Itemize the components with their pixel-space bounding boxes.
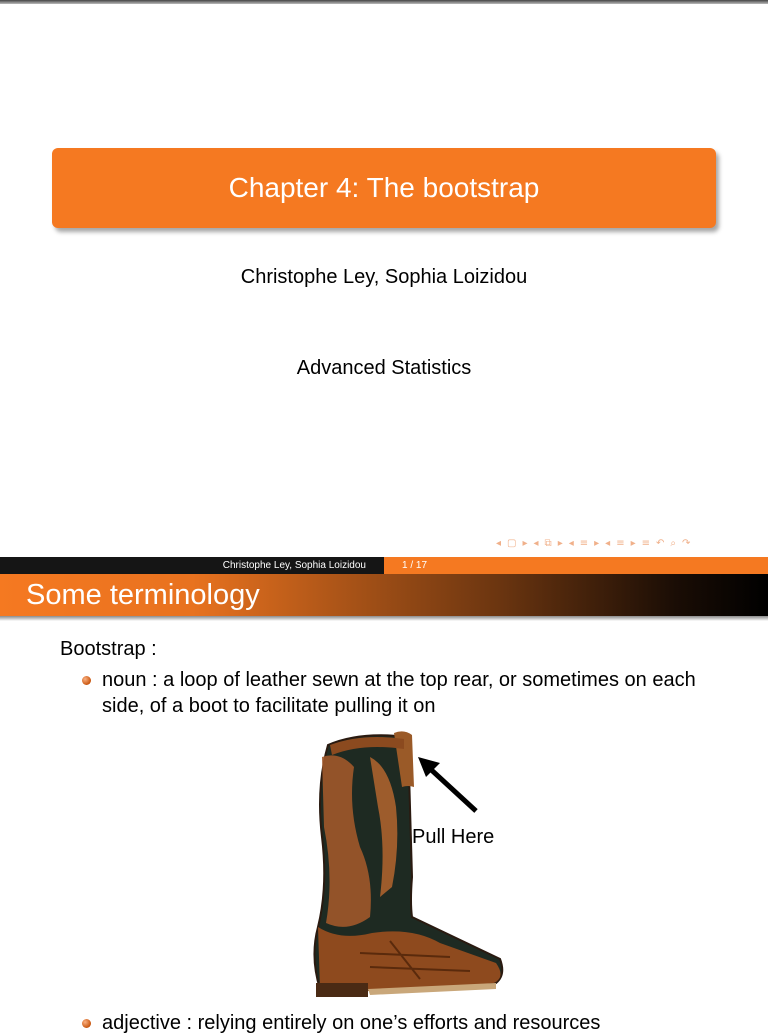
frame-icon[interactable]: ⧉ [544, 537, 552, 549]
section-icon[interactable]: ≡ [616, 537, 625, 549]
list-item [82, 1010, 742, 1036]
authors: Christophe Ley, Sophia Loizidou [240, 266, 528, 288]
header-shadow [0, 616, 768, 621]
appendix-icon[interactable]: ≡ [641, 537, 651, 549]
frame-title: Some terminology [26, 578, 260, 611]
nav-next-subsection-icon[interactable]: ▸ [594, 537, 600, 549]
footer-bar [0, 557, 768, 574]
footer-page-number: 1 / 17 [384, 557, 768, 574]
title-block [52, 148, 716, 228]
top-edge-line [0, 0, 768, 4]
nav-prev-section-icon[interactable]: ◂ [605, 537, 611, 549]
nav-prev-frame-icon[interactable]: ◂ [533, 537, 539, 549]
navigation-symbols [496, 536, 764, 550]
bullet-text: adjective : relying entirely on one’s efforts and resources [102, 1012, 601, 1034]
forward-icon[interactable]: ↷ [682, 537, 691, 549]
image-caption: Pull Here [412, 826, 495, 848]
back-icon[interactable]: ↶ [656, 537, 665, 549]
nav-prev-slide-icon[interactable]: ◂ [496, 537, 502, 549]
bullet-text: noun : a loop of leather sewn at the top rear, or sometimes on each side, of a boot to facilitate pulling it on [102, 669, 696, 717]
nav-next-frame-icon[interactable]: ▸ [557, 537, 563, 549]
search-icon[interactable]: ⌕ [670, 537, 677, 549]
nav-next-slide-icon[interactable]: ▸ [522, 537, 528, 549]
nav-next-section-icon[interactable]: ▸ [630, 537, 636, 549]
subsection-icon[interactable]: ≡ [579, 537, 589, 549]
frame-header [0, 574, 768, 616]
list-item [82, 667, 742, 719]
term-heading: Bootstrap : [60, 638, 157, 660]
bullet-icon [82, 676, 91, 685]
slide-title: Chapter 4: The bootstrap [228, 172, 540, 203]
footer-authors: Christophe Ley, Sophia Loizidou [0, 557, 384, 574]
cowboy-boot-image [300, 727, 510, 1002]
nav-prev-subsection-icon[interactable]: ◂ [568, 537, 574, 549]
slide-icon[interactable]: ▢ [507, 537, 517, 549]
course-name: Advanced Statistics [296, 357, 472, 379]
